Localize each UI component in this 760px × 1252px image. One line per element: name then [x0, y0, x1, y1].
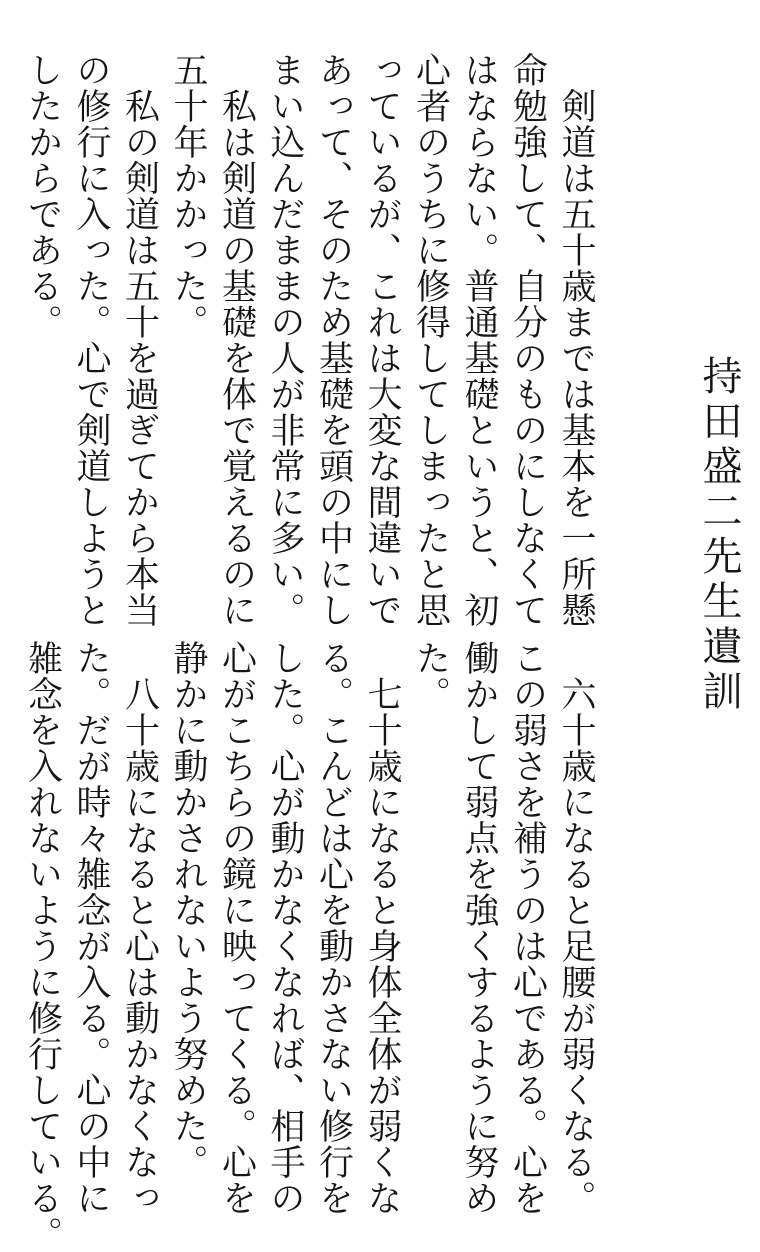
text-line: 六十歳になると足腰が弱くなる。 [556, 676, 596, 1216]
text-line: 八十歳になると心は動かなくなっ [119, 676, 160, 1216]
text-line: 雑念を入れないように修行している。 [22, 640, 63, 1252]
paragraph-basics [164, 52, 261, 628]
text-line: 私の剣道は五十を過ぎてから本当 [119, 88, 160, 628]
text-block-bottom [15, 640, 600, 1252]
text-line: 心がこちらの鏡に映ってくる。心を [216, 640, 257, 1216]
text-line: 静かに動かされないよう努めた。 [168, 640, 208, 1180]
text-line: 心者のうちに修得してしまったと思 [410, 52, 451, 628]
page-title: 持田盛二先生遺訓 [696, 355, 742, 715]
text-line: 働かして弱点を強くするように努め [459, 640, 499, 1216]
text-line: まい込んだままの人が非常に多い。 [265, 52, 305, 628]
paragraph-eighty [18, 640, 164, 1252]
text-line: したからである。 [22, 52, 63, 340]
text-line: 私は剣道の基礎を体で覚えるのに [216, 88, 257, 628]
text-line: あって、そのため基礎を頭の中にし [313, 52, 354, 628]
text-line: この弱さを補うのは心である。心を [507, 640, 548, 1216]
text-line: る。こんどは心を動かさない修行を [313, 640, 354, 1216]
paragraph-sixty [406, 640, 600, 1252]
text-line: 七十歳になると身体全体が弱くな [362, 676, 402, 1216]
text-block-top [15, 52, 600, 628]
text-line: の修行に入った。心で剣道しようと [71, 52, 111, 628]
text-line: 命勉強して、自分のものにしなくて [507, 52, 548, 628]
text-line: はならない。普通基礎というと、初 [459, 52, 499, 628]
text-line: した。心が動かなくなれば、相手の [265, 640, 305, 1216]
text-line: 剣道は五十歳までは基本を一所懸 [556, 88, 596, 628]
text-line: た。だが時々雑念が入る。心の中に [71, 640, 111, 1216]
text-line: っているが、これは大変な間違いで [362, 52, 402, 628]
paragraph-fifty [261, 52, 601, 628]
text-line: た。 [410, 640, 451, 712]
paragraph-after-fifty [18, 52, 164, 628]
text-line: 五十年かかった。 [168, 52, 208, 340]
paragraph-seventy [164, 640, 407, 1252]
